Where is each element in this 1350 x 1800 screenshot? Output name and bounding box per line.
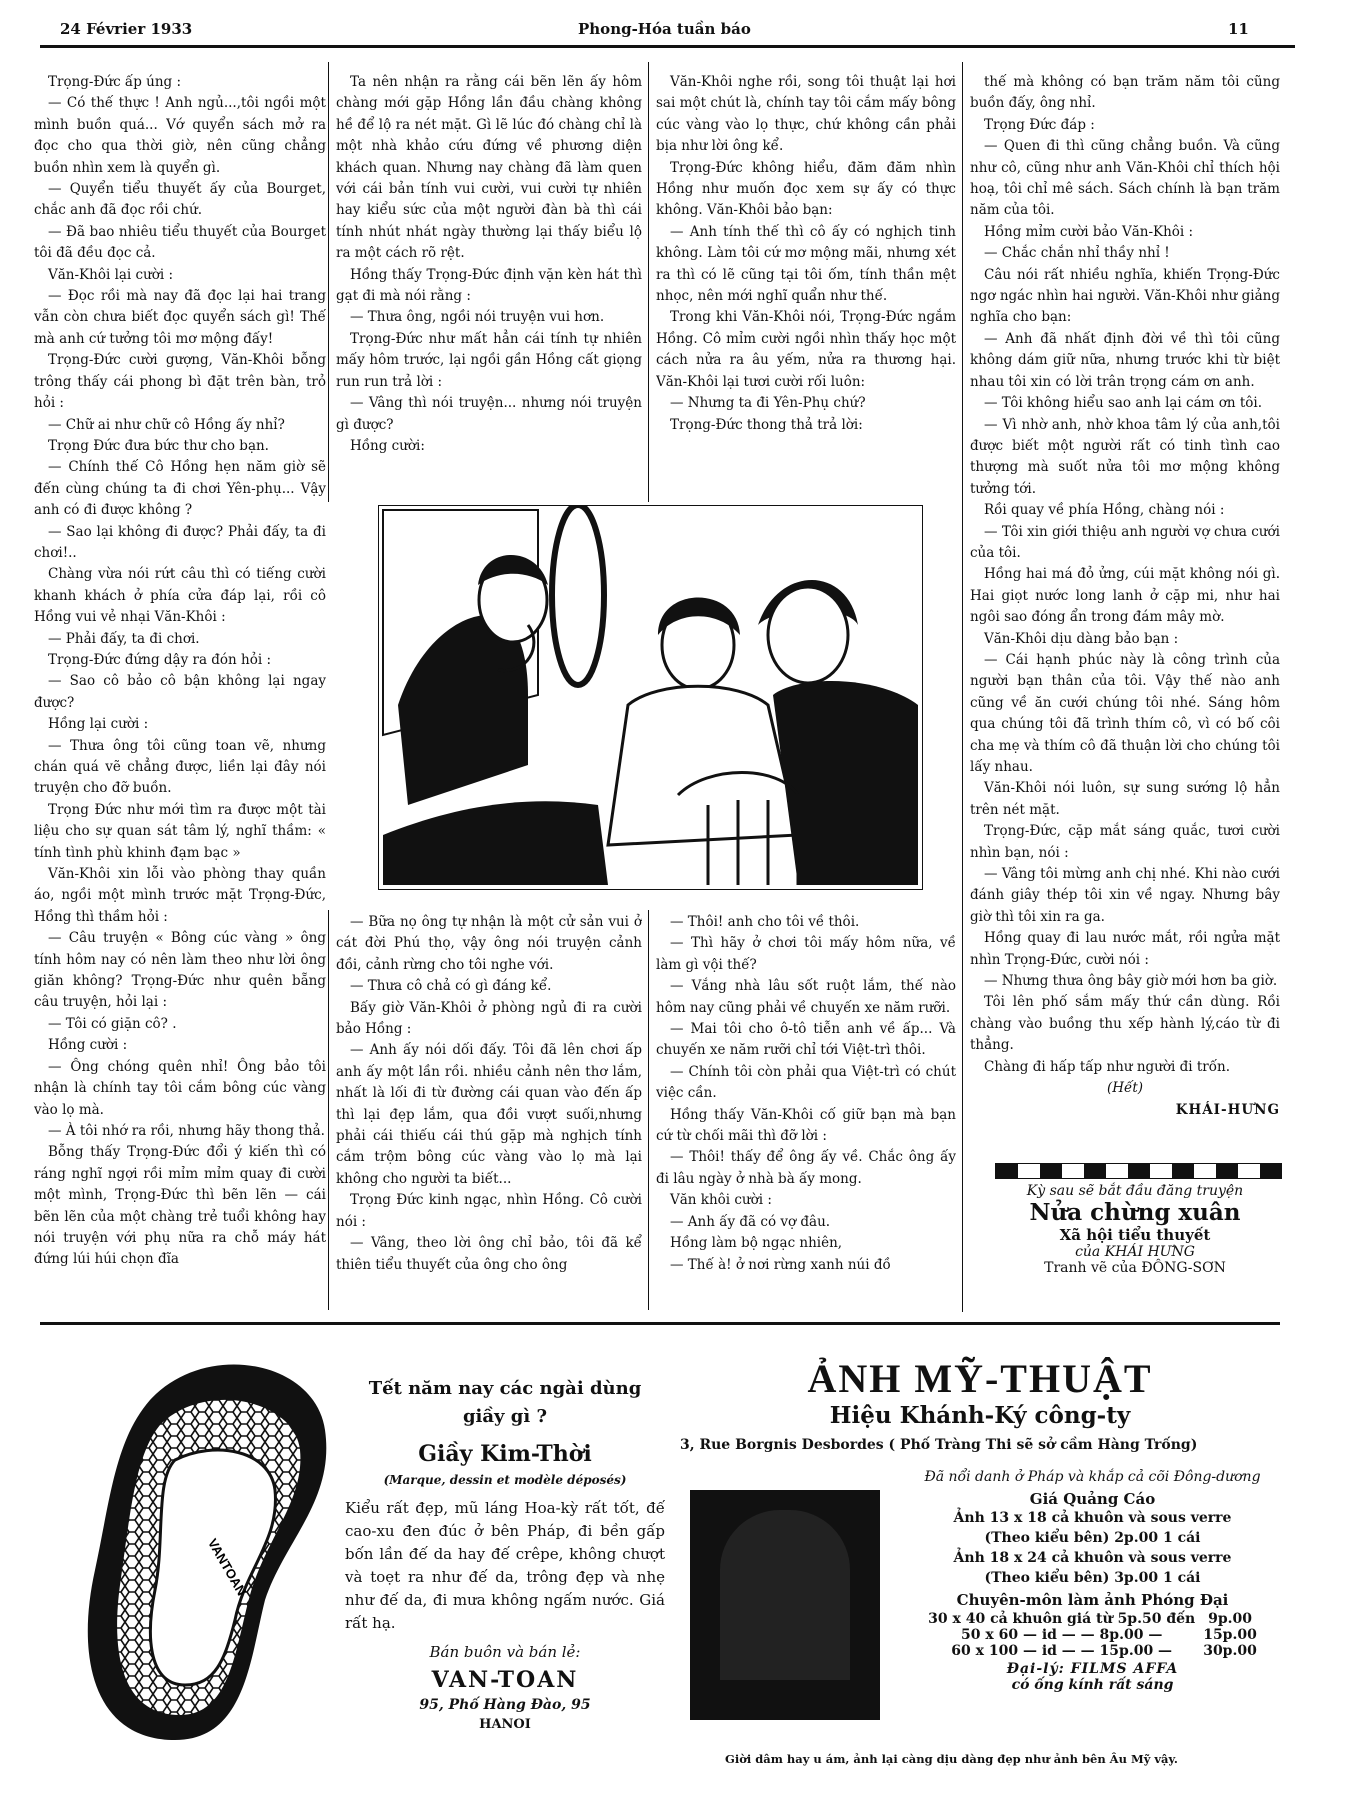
story-paragraph: — Tôi không hiểu sao anh lại cám ơn tôi. [984,395,1263,412]
next-story-illustrator: Tranh vẽ của ĐÔNG-SƠN [1044,1260,1226,1276]
story-column-2-bottom-paragraphs [336,912,642,1276]
story-paragraph: Trọng-Đức không hiểu, đăm đăm nhìn Hồng như muốn đọc xem sự ấy có thực không. Văn-Khôi bảo bạn: [656,159,956,219]
table-row [924,1611,1261,1627]
story-column-2-bottom [336,912,642,1312]
story-paragraph: — Vì nhờ anh, nhờ khoa tâm lý của anh,tôi được biết một người rất có tinh tình cao thượng mà suốt nửa tôi mơ mộng không tưởng tới. [970,416,1280,497]
shoe-ad-illustration [55,1340,345,1760]
story-author: KHÁI-HƯNG [1175,1101,1280,1118]
story-column-4-paragraphs [970,72,1280,1078]
story-paragraph: — Chắc chắn nhỉ thầy nhỉ ! [984,245,1170,262]
shoe-ad-body: Kiểu rất đẹp, mũ láng Hoa-kỳ rất tốt, đế cao-xu đen đúc ở bên Pháp, đi bền gấp bốn lần đế da hay đế crêpe, không chượt và toẹt ra như đế da, trông đẹp và nhẹ như đế da, đi mưa không ngấm nước. Giá rất hạ. [345,1499,665,1632]
story-paragraph: Trọng-Đức thong thả trả lời: [670,416,863,433]
photo-ad-line-2: Ảnh 18 x 24 cả khuôn và sous verre [953,1550,1232,1566]
photo-ad-shop: Hiệu Khánh-Ký công-ty [829,1402,1131,1429]
story-column-1 [34,72,326,1312]
story-paragraph: Văn-Khôi nghe rồi, song tôi thuật lại hơi sai một chút là, chính tay tôi cắm mấy bông cúc vàng vào lọ thực, chứ không cần phải bịa như lời ông kể. [656,74,956,155]
story-paragraph: — Tôi có giặn cô? . [48,1015,177,1032]
shoe-ad-seller: VAN-TOAN [431,1667,579,1693]
story-paragraph: — Tôi xin giới thiệu anh người vợ chưa cưới của tôi. [970,523,1280,561]
story-column-3-top [656,72,956,472]
story-paragraph: Rồi quay về phía Hồng, chàng nói : [984,502,1225,519]
price-value: 9p.00 [1208,1611,1252,1627]
shoe-ad-brand: Giầy Kim-Thời [418,1441,592,1467]
story-paragraph: Trong khi Văn-Khôi nói, Trọng-Đức ngắm Hồng. Cô mỉm cười ngồi nhìn thấy học một cách nửa ra âu yếm, nửa ra thương hại. Văn-Khôi lại tươi cười rối luôn: [656,309,956,390]
story-paragraph: — Mai tôi cho ô-tô tiễn anh về ấp... Và chuyến xe năm rưỡi chỉ tới Việt-trì thôi. [656,1021,956,1059]
story-paragraph: — Thế à! ở nơi rừng xanh núi đồ [670,1256,891,1273]
story-paragraph: — Chính tôi còn phải qua Việt-trì có chút việc cần. [656,1063,956,1102]
story-paragraph: Hồng hai má đỏ ửng, cúi mặt không nói gì. Hai giọt nước long lanh ở cặp mi, như hai ngôi sao đóng ẩn trong đám mây mờ. [970,566,1280,626]
story-paragraph: — Anh ấy đã có vợ đâu. [670,1213,831,1230]
price-value: 30p.00 [1203,1643,1257,1659]
story-paragraph: — Có thế thực ! Anh ngủ...,tôi ngồi một mình buồn quá... Vớ quyển sách mở ra đọc cho qua thời giờ, nên cũng chẳng buồn nhìn xem là quyển gì. [34,95,326,176]
table-row [924,1643,1261,1659]
column-divider [962,62,963,1312]
next-story-intro: Kỳ sau sẽ bắt đầu đăng truyện [1026,1183,1244,1199]
story-paragraph: Trọng Đức như mới tìm ra được một tài liệu cho sự quan sát tâm lý, nghĩ thầm: « tính tình phù khinh đạm bạc » [34,801,326,861]
section-rule [40,1322,1280,1325]
column-divider [648,62,649,502]
story-illustration [378,505,923,890]
story-paragraph: Trọng-Đức như mất hẳn cái tính tự nhiên mấy hôm trước, lại ngồi gần Hồng cất giọng run run trả lời : [336,330,642,390]
story-paragraph: — Quen đi thì cũng chẳng buồn. Và cũng như cô, cũng như anh Văn-Khôi chỉ thích hội hoạ, tôi chỉ mê sách. Sách chính là bạn trăm năm của tôi. [970,138,1280,219]
column-divider [328,910,329,1310]
header-date: 24 Février 1933 [60,20,193,38]
column-divider [648,910,649,1310]
story-paragraph: — Đã bao nhiêu tiểu thuyết của Bourget tôi đã đều đọc cả. [34,223,326,262]
story-paragraph: Câu nói rất nhiều nghĩa, khiến Trọng-Đức ngơ ngác nhìn hai người. Văn-Khôi như giảng nghĩa cho bạn: [970,266,1280,326]
story-paragraph: — À tôi nhớ ra rồi, nhưng hãy thong thả. [48,1122,325,1139]
story-paragraph: — Anh tính thế thì cô ấy có nghịch tinh không. Làm tôi cứ mơ mộng mãi, nhưng xét ra thì có lẽ cũng tại tôi ốm, tính thần mệt nhọc, nên mới nghĩ quẩn như thế. [656,223,956,305]
story-paragraph: Hồng thấy Văn-Khôi cố giữ bạn mà bạn cứ từ chối mãi thì đỡ lời : [656,1106,956,1145]
story-paragraph: — Ông chóng quên nhỉ! Ông bảo tôi nhận là chính tay tôi cắm bông cúc vàng vào lọ mà. [34,1058,326,1118]
next-story-author: của KHÁI HƯNG [1075,1244,1195,1260]
story-paragraph: — Vâng, theo lời ông chỉ bảo, tôi đã kể thiên tiểu thuyết của ông cho ông [336,1235,642,1273]
price-value: 15p.00 [1203,1627,1257,1643]
story-paragraph: Bấy giờ Văn-Khôi ở phòng ngủ đi ra cười bảo Hồng : [336,999,642,1038]
table-row [924,1627,1261,1643]
shoe-icon [55,1340,345,1760]
photo-ad-line-2b: (Theo kiểu bên) 3p.00 1 cái [984,1570,1201,1586]
shoe-ad-address: 95, Phố Hàng Đào, 95 [419,1697,591,1713]
price-size: 50 x 60 — id — — 8p.00 — [961,1627,1163,1643]
photo-ad-price-heading: Giá Quảng Cáo [1029,1490,1156,1508]
photo-ad-frame-image [690,1490,880,1720]
story-paragraph: — Sao lại không đi được? Phải đấy, ta đi chơi!.. [34,523,326,561]
photo-ad-agent: Đại-lý: FILMS AFFA [1006,1661,1179,1677]
story-paragraph: Hồng làm bộ ngạc nhiên, [670,1235,843,1252]
story-paragraph: thế mà không có bạn trăm năm tôi cũng buồn đấy, ông nhỉ. [970,74,1280,112]
story-paragraph: — Thưa cô chả có gì đáng kể. [350,978,552,995]
photo-ad-agent-note: có ống kính rất sáng [1011,1677,1174,1693]
story-paragraph: — Cái hạnh phúc này là công trình của người bạn thân của tôi. Vậy thế nào anh cũng về ăn cưới chúng tôi nhé. Sáng hôm qua chúng tôi đã trình thím cô, vì có bố côi cha mẹ và thím cô đã thuận lời cho chúng tôi lấy nhau. [970,651,1280,775]
story-paragraph: Trọng-Đức ấp úng : [48,74,182,90]
story-paragraph: — Thì hãy ở chơi tôi mấy hôm nữa, về làm gì vội thế? [656,935,956,973]
header-page-number: 11 [1228,20,1249,38]
story-paragraph: — Thưa ông tôi cũng toan vẽ, nhưng chán quá vẽ chẳng được, liền lại đây nói truyện cho đỡ buồn. [34,737,326,797]
story-paragraph: Hồng cười : [48,1037,128,1054]
shoe-ad-sale: Bán buôn và bán lẻ: [429,1643,581,1661]
story-paragraph: — Chữ ai như chữ cô Hồng ấy nhỉ? [48,416,285,433]
story-paragraph: Ta nên nhận ra rằng cái bẽn lẽn ấy hôm chàng mới gặp Hồng lần đầu chàng không hề để lộ ra nét mặt. Gì lẽ lúc đó chàng chỉ là một nhà khảo cứu đứng về phương diện khách quan. Nhưng nay chàng đã làm quen với cái bản tính vui cười, vui cười tự nhiên hay kiểu sức của một người đàn bà thì cái tính nhút nhát ngày thường lại thấy biểu lộ ra một cách rõ rệt. [336,74,642,262]
price-size: 60 x 100 — id — — 15p.00 — [951,1643,1173,1659]
story-column-2-top-paragraphs [336,72,642,457]
story-paragraph: — Nhưng thưa ông bây giờ mới hơn ba giờ. [984,973,1278,990]
story-paragraph: Tôi lên phố sắm mấy thứ cần dùng. Rồi chàng vào buồng thu xếp hành lý,cáo từ đi thẳng. [970,994,1280,1054]
story-paragraph: — Thôi! thấy để ông ấy về. Chắc ông ấy đi lâu ngày ở nhà bà ấy mong. [656,1149,956,1187]
price-size: 30 x 40 cả khuôn giá từ 5p.50 đến [928,1611,1196,1627]
story-paragraph: Văn-Khôi xin lỗi vào phòng thay quần áo, ngồi một mình trước mặt Trọng-Đức, Hồng thì thầm hỏi : [34,866,326,925]
story-paragraph: — Đọc rồi mà nay đã đọc lại hai trang vẫn còn chưa biết đọc quyển sách gì! Thế mà anh cứ tưởng tôi mơ mộng đấy! [34,288,326,347]
story-paragraph: — Nhưng ta đi Yên-Phụ chứ? [670,395,866,412]
story-paragraph: — Anh đã nhất định đời về thì tôi cũng không dám giữ nữa, nhưng trước khi từ biệt nhau tôi xin có lời trân trọng cám ơn anh. [970,330,1280,390]
story-paragraph: — Anh ấy nói dối đấy. Tôi đã lên chơi ấp anh ấy một lần rồi. nhiều cảnh nên thơ lắm, nhất là lối đi từ đường cái quan vào đến ấp thì lại đẹp lắm, qua đồi vượt suối,nhưng phải cái thiếu cái thú gặp mà nghịch tính cắm trộm bông cúc vàng vào lọ mà lại không cho người ta biết... [336,1042,642,1187]
story-paragraph: Văn khôi cười : [670,1192,772,1209]
shoe-sole-text: VANTOAN [204,1536,250,1599]
story-paragraph: — Thưa ông, ngồi nói truyện vui hơn. [350,309,605,326]
photo-ad-fame: Đã nổi danh ở Pháp và khắp cả cõi Đông-dương [924,1469,1261,1485]
photo-ad-special: Chuyên-môn làm ảnh Phóng Đại [956,1591,1229,1609]
next-story-title: Nửa chừng xuân [1029,1199,1241,1226]
shoe-ad-headline: Tết năm nay các ngài dùng giầy gì ? [368,1378,642,1427]
story-paragraph: Bỗng thấy Trọng-Đức đổi ý kiến thì có ráng nghĩ ngợi rồi mỉm mỉm quay đi cười một mình, Trọng-Đức thì bẽn lẽn — cái bẽn lẽn của một chàng trẻ tuổi không hay nói truyện với phụ nữa ra chỗ máy hát đứng lúi húi chọn đĩa [34,1144,326,1268]
photo-ad-address: 3, Rue Borgnis Desbordes ( Phố Tràng Thi sẽ sở cầm Hàng Trống) [680,1437,1198,1453]
illustration-drawing [378,505,923,890]
story-paragraph: Trọng Đức đáp : [984,116,1095,133]
photo-ad-title: ẢNH MỸ-THUẬT [807,1356,1153,1401]
story-paragraph: Hồng mỉm cười bảo Văn-Khôi : [984,223,1194,240]
story-paragraph: — Bữa nọ ông tự nhận là một cử sản vui ở cát đời Phú thọ, vậy ông nói truyện cảnh đồi, cảnh rừng cho tôi nghe với. [336,914,642,973]
story-paragraph: Văn-Khôi lại cười : [48,266,174,283]
story-paragraph: — Vâng tôi mừng anh chị nhé. Khi nào cưới đánh giây thép tôi xin về ngay. Nhưng bây giờ thì tôi xin ra ga. [970,866,1280,925]
story-paragraph: Chàng đi hấp tấp như người đi trốn. [984,1058,1230,1075]
column-divider [328,62,329,502]
story-paragraph: Chàng vừa nói rứt câu thì có tiếng cười khanh khách ở phía cửa đáp lại, rồi cô Hồng vui vẻ nhại Văn-Khôi : [34,566,326,626]
story-paragraph: Văn-Khôi nói luôn, sự sung sướng lộ hẳn trên nét mặt. [970,780,1280,818]
story-paragraph: Trọng-Đức cười gượng, Văn-Khôi bỗng trông thấy cái phong bì đặt trên bàn, trỏ hỏi : [34,352,326,412]
story-paragraph: Văn-Khôi dịu dàng bảo bạn : [984,630,1179,647]
story-paragraph: Trọng-Đức đứng dậy ra đón hỏi : [48,651,272,668]
story-paragraph: Hồng thấy Trọng-Đức định vặn kèn hát thì gạt đi mà nói rằng : [336,266,642,305]
photo-ad-line-1: Ảnh 13 x 18 cả khuôn và sous verre [953,1510,1232,1526]
story-paragraph: Trọng-Đức, cặp mắt sáng quắc, tươi cười nhìn bạn, nói : [970,823,1280,861]
story-column-3-top-paragraphs [656,72,956,436]
story-paragraph: — Vắng nhà lâu sốt ruột lắm, thế nào hôm nay cũng phải về chuyến xe năm rưỡi. [656,978,956,1016]
shoe-ad-trademark: (Marque, dessin et modèle déposés) [383,1473,627,1487]
next-story-box [985,1183,1285,1276]
decorative-checker-border [995,1163,1282,1179]
header-rule [40,45,1295,48]
shoe-ad-city: HANOI [479,1717,531,1732]
story-paragraph: Trọng Đức đưa bức thư cho bạn. [48,437,269,454]
story-column-2-top [336,72,642,472]
photo-ad-info [905,1468,1280,1693]
story-paragraph: Hồng lại cười : [48,716,149,733]
story-paragraph: Trọng Đức kinh ngạc, nhìn Hồng. Cô cười nói : [336,1192,642,1230]
story-column-1-paragraphs [34,72,326,1271]
story-paragraph: — Vâng thì nói truyện... nhưng nói truyện gì được? [336,395,642,433]
story-paragraph: — Chính thế Cô Hồng hẹn năm giờ sẽ đến cùng chúng ta đi chơi Yên-phụ... Vậy anh có đi được không ? [34,459,326,519]
story-end-mark: (Hết) [1106,1080,1144,1097]
header-title: Phong-Hóa tuần báo [578,20,751,38]
story-paragraph: Hồng cười: [350,437,425,454]
story-paragraph: Hồng quay đi lau nước mắt, rồi ngửa mặt nhìn Trọng-Đức, cười nói : [970,930,1280,968]
photo-ad-caption: Giời dâm hay u ám, ảnh lại càng dịu dàng đẹp như ảnh bên Âu Mỹ vậy. [725,1752,1178,1766]
story-paragraph: — Quyển tiểu thuyết ấy của Bourget, chắc anh đã đọc rồi chứ. [34,181,326,219]
story-paragraph: — Thôi! anh cho tôi về thôi. [670,914,860,930]
photo-ad-price-table [924,1611,1261,1659]
story-column-3-bottom-paragraphs [656,912,956,1276]
next-story-genre: Xã hội tiểu thuyết [1059,1226,1211,1244]
shoe-ad-text [345,1375,665,1732]
photo-ad-header [680,1355,1280,1429]
story-paragraph: — Phải đấy, ta đi chơi. [48,630,200,647]
photo-ad-line-1b: (Theo kiểu bên) 2p.00 1 cái [984,1530,1201,1546]
story-column-3-bottom [656,912,956,1312]
story-column-4 [970,72,1280,1152]
story-paragraph: — Sao cô bảo cô bận không lại ngay được? [34,673,326,711]
story-paragraph: — Câu truyện « Bông cúc vàng » ông tính hôm nay có nên làm theo như lời ông giăn không? Trọng-Đức như quên bẵng câu truyện, hỏi lại : [34,930,326,1011]
